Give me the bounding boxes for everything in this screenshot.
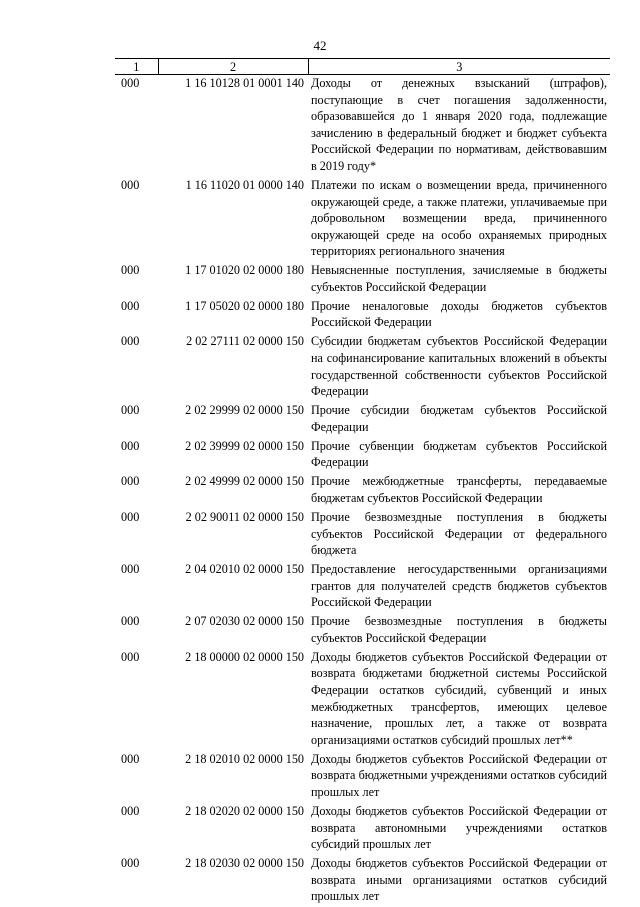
revenue-code-cell: 2 18 00000 02 0000 150 (158, 649, 308, 751)
column-header-2: 2 (158, 59, 308, 75)
admin-code-cell: 000 (115, 75, 158, 177)
admin-code-cell: 000 (115, 613, 158, 649)
table-row (115, 75, 610, 177)
table-row (115, 803, 610, 855)
table-row (115, 402, 610, 438)
table-row (115, 298, 610, 334)
admin-code-cell: 000 (115, 855, 158, 907)
revenue-code-cell: 2 18 02010 02 0000 150 (158, 751, 308, 803)
admin-code-cell: 000 (115, 402, 158, 438)
admin-code-cell: 000 (115, 649, 158, 751)
revenue-name-cell: Доходы бюджетов субъектов Российской Федерации от возврата бюджетными учреждениями остатков субсидий прошлых лет (308, 751, 610, 803)
admin-code-cell: 000 (115, 262, 158, 298)
revenue-name-cell: Прочие безвозмездные поступления в бюджеты субъектов Российской Федерации от федерального бюджета (308, 509, 610, 561)
revenue-name-cell: Прочие субсидии бюджетам субъектов Российской Федерации (308, 402, 610, 438)
revenue-code-cell: 2 07 02030 02 0000 150 (158, 613, 308, 649)
table-row (115, 613, 610, 649)
table-row (115, 473, 610, 509)
revenue-name-cell: Прочие безвозмездные поступления в бюджеты субъектов Российской Федерации (308, 613, 610, 649)
admin-code-cell: 000 (115, 473, 158, 509)
admin-code-cell: 000 (115, 438, 158, 474)
revenue-name-cell: Предоставление негосударственными организациями грантов для получателей средств бюджетов субъектов Российской Федерации (308, 561, 610, 613)
admin-code-cell: 000 (115, 333, 158, 402)
revenue-code-cell: 2 02 29999 02 0000 150 (158, 402, 308, 438)
revenue-name-cell: Субсидии бюджетам субъектов Российской Федерации на софинансирование капитальных вложений в объекты государственной собственности субъектов Российской Федерации (308, 333, 610, 402)
revenue-code-cell: 2 02 90011 02 0000 150 (158, 509, 308, 561)
revenue-code-cell: 1 17 01020 02 0000 180 (158, 262, 308, 298)
table-row (115, 438, 610, 474)
page-number: 42 (0, 38, 640, 54)
revenue-code-cell: 2 04 02010 02 0000 150 (158, 561, 308, 613)
table-row (115, 649, 610, 751)
revenue-code-cell: 2 18 02030 02 0000 150 (158, 855, 308, 907)
revenue-code-cell: 1 16 11020 01 0000 140 (158, 177, 308, 262)
revenue-codes-table (115, 58, 610, 907)
table-header (115, 59, 610, 75)
revenue-name-cell: Доходы бюджетов субъектов Российской Федерации от возврата иными организациями остатков субсидий прошлых лет (308, 855, 610, 907)
admin-code-cell: 000 (115, 177, 158, 262)
admin-code-cell: 000 (115, 561, 158, 613)
admin-code-cell: 000 (115, 803, 158, 855)
table-row (115, 855, 610, 907)
revenue-code-cell: 1 16 10128 01 0001 140 (158, 75, 308, 177)
header-row (115, 59, 610, 75)
column-header-3: 3 (308, 59, 610, 75)
table-body (115, 75, 610, 907)
revenue-name-cell: Платежи по искам о возмещении вреда, причиненного окружающей среде, а также платежи, уплачиваемые при добровольном возмещении вреда, причиненного окружающей среде на особо охраняемых природных территориях регионального значения (308, 177, 610, 262)
column-header-1: 1 (115, 59, 158, 75)
table-row (115, 177, 610, 262)
table-row (115, 751, 610, 803)
revenue-code-cell: 2 02 49999 02 0000 150 (158, 473, 308, 509)
table-row (115, 509, 610, 561)
table-row (115, 262, 610, 298)
table-row (115, 561, 610, 613)
admin-code-cell: 000 (115, 298, 158, 334)
revenue-name-cell: Невыясненные поступления, зачисляемые в бюджеты субъектов Российской Федерации (308, 262, 610, 298)
admin-code-cell: 000 (115, 751, 158, 803)
revenue-name-cell: Доходы бюджетов субъектов Российской Федерации от возврата бюджетами бюджетной системы Российской Федерации остатков субсидий, субвенций и иных межбюджетных трансфертов, имеющих целевое назначение, прошлых лет, а также от возврата организациями остатков субсидий прошлых лет** (308, 649, 610, 751)
revenue-code-cell: 1 17 05020 02 0000 180 (158, 298, 308, 334)
table-row (115, 333, 610, 402)
revenue-name-cell: Доходы от денежных взысканий (штрафов), поступающие в счет погашения задолженности, образовавшейся до 1 января 2020 года, подлежащие зачислению в федеральный бюджет и бюджет субъекта Российской Федерации по нормативам, действовавшим в 2019 году* (308, 75, 610, 177)
revenue-code-cell: 2 18 02020 02 0000 150 (158, 803, 308, 855)
revenue-name-cell: Прочие неналоговые доходы бюджетов субъектов Российской Федерации (308, 298, 610, 334)
admin-code-cell: 000 (115, 509, 158, 561)
revenue-name-cell: Доходы бюджетов субъектов Российской Федерации от возврата автономными учреждениями остатков субсидий прошлых лет (308, 803, 610, 855)
revenue-name-cell: Прочие межбюджетные трансферты, передаваемые бюджетам субъектов Российской Федерации (308, 473, 610, 509)
revenue-name-cell: Прочие субвенции бюджетам субъектов Российской Федерации (308, 438, 610, 474)
revenue-code-cell: 2 02 39999 02 0000 150 (158, 438, 308, 474)
revenue-code-cell: 2 02 27111 02 0000 150 (158, 333, 308, 402)
